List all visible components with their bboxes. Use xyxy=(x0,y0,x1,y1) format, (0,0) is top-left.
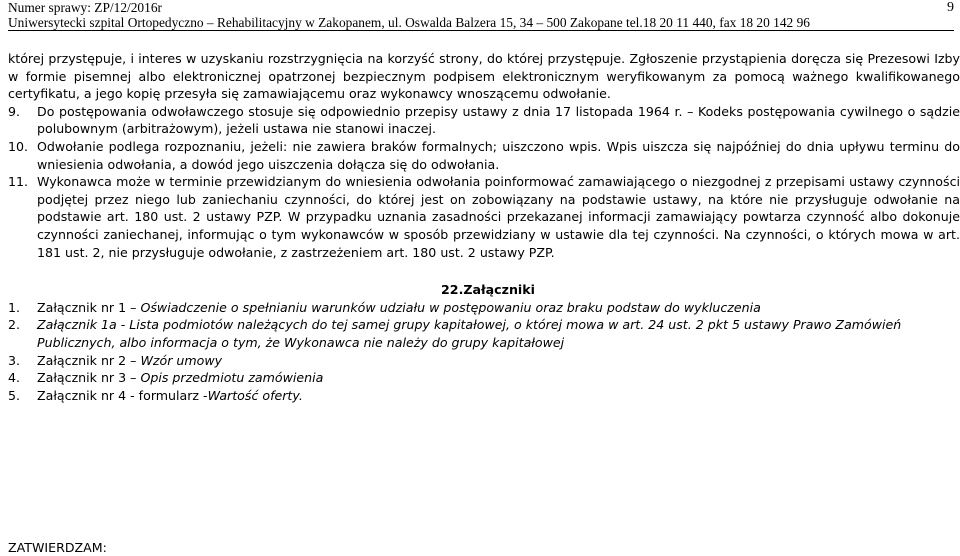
attachment-title: Wartość oferty. xyxy=(207,387,303,403)
item-text: Do postępowania odwoławczego stosuje się odpowiednio przepisy ustawy z dnia 17 listopada 1964 r. – Kodeks postępowania cywilnego o sądzie polubownym (arbitrażowym), jeżeli ustawa nie stanowi inaczej. xyxy=(37,103,960,137)
attachment-number: 3. xyxy=(8,352,21,368)
attachment-label: Załącznik nr 2 – xyxy=(37,352,141,368)
attachment-label: Załącznik nr 4 - formularz - xyxy=(37,387,208,403)
item-number: 10. xyxy=(8,138,29,154)
attachment-item-2 xyxy=(8,316,960,351)
attachment-title: Oświadczenie o spełnianiu warunków udziału w postępowaniu oraz braku podstaw do wykluczenia xyxy=(140,299,761,315)
approval-label: ZATWIERDZAM: xyxy=(8,540,107,555)
attachments-title: 22.Załączniki xyxy=(441,282,535,298)
attachment-number: 5. xyxy=(8,387,21,403)
attachment-number: 1. xyxy=(8,299,21,315)
item-number: 9. xyxy=(8,103,21,119)
item-text: Wykonawca może w terminie przewidzianym do wniesienia odwołania poinformować zamawiającego o niezgodnej z przepisami ustawy czynności podjętej przez niego lub zaniechaniu czynności, do której jest on zobowiązany na podstawie ustawy, na które nie przysługuje odwołanie na podstawie art. 180 ust. 2 ustawy PZP. W przypadku uznania zasadności przekazanej informacji zamawiający powtarza czynność albo dokonuje czynności zaniechanej, informując o tym wykonawców w sposób przewidziany w ustawie dla tej czynności. Na czynności, o których mowa w art. 181 ust. 2, nie przysługuje odwołanie, z zastrzeżeniem art. 180 ust. 2 ustawy PZP. xyxy=(37,174,960,260)
document-body xyxy=(8,50,960,404)
list-item-10 xyxy=(8,138,960,173)
item-number: 11. xyxy=(8,174,29,190)
page-header xyxy=(8,0,954,31)
hospital-address: Uniwersytecki szpital Ortopedyczno – Rehabilitacyjny w Zakopanem, ul. Oswalda Balzera 15, 34 – 500 Zakopane tel.18 20 11 440, fax 18 20 142 96 xyxy=(8,15,810,30)
attachment-title: Wzór umowy xyxy=(140,352,223,368)
attachment-item-4 xyxy=(8,369,960,387)
attachment-label: Załącznik nr 3 – xyxy=(37,370,141,386)
intro-paragraph: której przystępuje, i interes w uzyskaniu rozstrzygnięcia na korzyść strony, do której przystępuje. Zgłoszenie przystąpienia doręcza się Prezesowi Izby w formie pisemnej albo elektronicznej opatrzonej bezpiecznym podpisem elektronicznym weryfikowanym za pomocą ważnego kwalifikowanego certyfikatu, a jego kopię przesyła się zamawiającemu oraz wykonawcy wnoszącemu odwołanie. xyxy=(8,51,960,102)
attachment-number: 4. xyxy=(8,370,21,386)
attachment-title: Opis przedmiotu zamówienia xyxy=(140,370,324,386)
attachment-item-1 xyxy=(8,299,960,317)
page-number: 9 xyxy=(947,0,954,15)
item-text: Odwołanie podlega rozpoznaniu, jeżeli: nie zawiera braków formalnych; uiszczono wpis. Wpis uiszcza się najpóźniej do dnia upływu terminu do wniesienia odwołania, a dowód jego uiszczenia dołącza się do odwołania. xyxy=(37,138,960,172)
list-item-9 xyxy=(8,103,960,138)
case-number: Numer sprawy: ZP/12/2016r xyxy=(8,0,162,15)
attachment-title: Załącznik 1a - Lista podmiotów należących do tej samej grupy kapitałowej, o której mowa w art. 24 ust. 2 pkt 5 ustawy Prawo Zamówień Publicznych, albo informacja o tym, że Wykonawca nie należy do grupy kapitałowej xyxy=(37,317,902,350)
attachment-label: Załącznik nr 1 – xyxy=(37,299,141,315)
attachment-item-5 xyxy=(8,387,960,405)
list-item-11 xyxy=(8,173,960,261)
attachment-number: 2. xyxy=(8,317,21,333)
attachment-item-3 xyxy=(8,352,960,370)
